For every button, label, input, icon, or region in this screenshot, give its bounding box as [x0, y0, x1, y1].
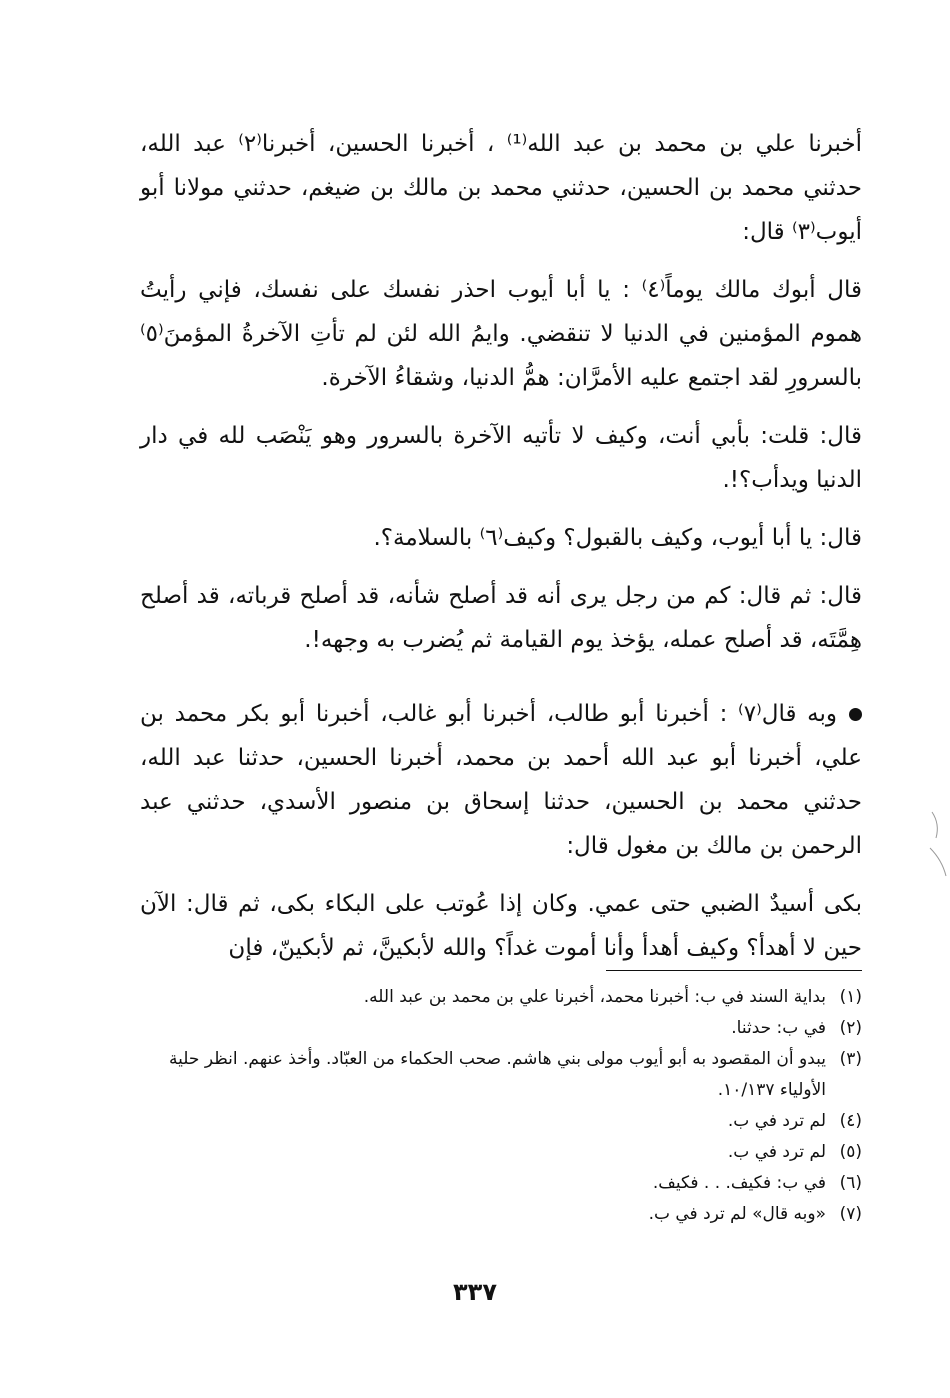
footnote-2 — [140, 1013, 862, 1044]
footnote-text: في ب: فكيف. . . فكيف. — [652, 1173, 826, 1193]
last-paragraph: بكى أسيدٌ الضبي حتى عمي. وكان إذا عُوتب على البكاء بكى، ثم قال: الآن حين لا أهدأ؟ وكيف أهدأ وأنا أموت غداً؟ والله لأبكينَّ، ثم لأبكينّ، فإن — [140, 891, 862, 961]
footnote-number: (٧) — [839, 1204, 862, 1224]
bullet-icon — [849, 708, 862, 721]
footnote-3 — [140, 1044, 862, 1106]
footnote-text: في ب: حدثنا. — [731, 1018, 826, 1038]
footnote-number: (١) — [839, 987, 862, 1007]
footnote-number: (٦) — [839, 1173, 862, 1193]
footnote-divider — [606, 970, 862, 971]
page-number: ٣٣٧ — [453, 1278, 497, 1306]
footnote-1 — [140, 982, 862, 1013]
footnote-text: «وبه قال» لم ترد في ب. — [648, 1204, 826, 1224]
footnote-7 — [140, 1199, 862, 1230]
bullet-paragraph-text: وبه قال⁽٧⁾ : أخبرنا أبو طالب، أخبرنا أبو غالب، أخبرنا أبو بكر محمد بن علي، أخبرنا أبو عبد الله أحمد بن محمد، أخبرنا الحسين، حدثنا عبد الله، حدثني محمد بن الحسين، حدثنا إسحاق بن منصور الأسدي، حدثني عبد الرحمن بن مالك بن مغول قال: — [140, 701, 862, 859]
footnote-6 — [140, 1168, 862, 1199]
footnote-text: بداية السند في ب: أخبرنا محمد، أخبرنا علي بن محمد بن عبد الله. — [363, 987, 826, 1007]
main-text — [140, 122, 862, 984]
footnote-5 — [140, 1137, 862, 1168]
paragraph-1: أخبرنا علي بن محمد بن عبد الله⁽¹⁾ ، أخبرنا الحسين، أخبرنا⁽٢⁾ عبد الله، حدثني محمد بن الحسين، حدثني محمد بن مالك بن ضيغم، حدثني مولانا أبو أيوب⁽٣⁾ قال: — [140, 131, 863, 245]
footnote-4 — [140, 1106, 862, 1137]
paragraph-5: قال: ثم قال: كم من رجل يرى أنه قد أصلح شأنه، قد أصلح قرباته، قد أصلح هِمَّتَه، قد أصلح عمله، يؤخذ يوم القيامة ثم يُضرب به وجهه!. — [140, 583, 862, 653]
paragraph-2: قال أبوك مالك يوماً⁽٤⁾ : يا أبا أيوب احذر نفسك على نفسك، فإني رأيتُ هموم المؤمنين في الدنيا لا تنقضي. وايمُ الله لئن لم تأتِ الآخرةُ المؤمنَ⁽٥⁾ بالسرورِ لقد اجتمع عليه الأمرَّان: همُّ الدنيا، وشقاءُ الآخرة. — [140, 277, 862, 391]
paragraph-3: قال: قلت: بأبي أنت، وكيف لا تأتيه الآخرة بالسرور وهو يَنْصَب لله في دار الدنيا ويدأب؟!. — [140, 423, 862, 493]
bullet-paragraph — [140, 692, 862, 868]
footnote-number: (٢) — [839, 1018, 862, 1038]
footnote-number: (٥) — [839, 1142, 862, 1162]
paragraph-4: قال: يا أبا أيوب، وكيف بالقبول؟ وكيف⁽٦⁾ بالسلامة؟. — [373, 525, 862, 551]
footnote-text: لم ترد في ب. — [727, 1142, 826, 1162]
footnote-number: (٣) — [839, 1049, 862, 1069]
footnote-text: لم ترد في ب. — [727, 1111, 826, 1131]
footnote-number: (٤) — [839, 1111, 862, 1131]
scan-edge-marks — [926, 810, 948, 880]
footnotes — [140, 982, 862, 1230]
footnote-text: يبدو أن المقصود به أبو أيوب مولى بني هاشم. صحب الحكماء من العبّاد. وأخذ عنهم. انظر حلية الأولياء ١٠/١٣٧. — [169, 1049, 826, 1100]
